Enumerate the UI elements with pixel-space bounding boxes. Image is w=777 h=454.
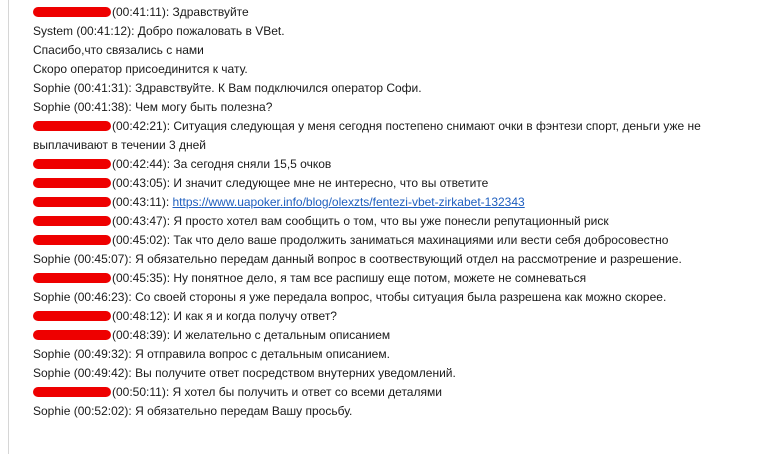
- message-text: И желательно с детальным описанием: [173, 328, 391, 342]
- redacted-username: [33, 7, 111, 17]
- message-sender: Sophie: [33, 347, 71, 361]
- redacted-username: [33, 197, 111, 207]
- chat-transcript-panel: [8, 0, 777, 454]
- message-text: Ну понятное дело, я там все распишу еще потом, можете не сомневаться: [173, 271, 587, 285]
- message-time: (00:45:35):: [112, 271, 171, 285]
- chat-message: [33, 22, 763, 41]
- message-text: Я обязательно передам Вашу просьбу.: [135, 404, 353, 418]
- chat-message: [33, 174, 763, 193]
- redacted-username: [33, 330, 111, 340]
- message-text: Здравствуйте: [172, 5, 249, 19]
- message-time: (00:45:02):: [112, 233, 171, 247]
- message-time: (00:41:31):: [73, 81, 132, 95]
- message-text: И как я и когда получу ответ?: [173, 309, 337, 323]
- redacted-username: [33, 235, 111, 245]
- redacted-username: [33, 311, 111, 321]
- message-sender: Sophie: [33, 252, 71, 266]
- message-sender: System: [33, 24, 74, 38]
- chat-message: [33, 117, 763, 155]
- chat-message: [33, 79, 763, 98]
- message-text: Я хотел бы получить и ответ со всеми деталями: [172, 385, 442, 399]
- message-sender: Sophie: [33, 404, 71, 418]
- message-sender: Sophie: [33, 290, 71, 304]
- chat-message: [33, 345, 763, 364]
- chat-message: [33, 383, 763, 402]
- redacted-username: [33, 216, 111, 226]
- chat-message: [33, 307, 763, 326]
- chat-message: [33, 193, 763, 212]
- chat-message: [33, 250, 763, 269]
- message-time: (00:43:11):: [112, 195, 170, 209]
- message-sender: Sophie: [33, 81, 71, 95]
- chat-message-continuation: [33, 41, 763, 60]
- message-time: (00:41:11):: [112, 5, 170, 19]
- message-text: Ситуация следующая у меня сегодня постепено снимают очки в фэнтези спорт, деньги уже не выплачивают в течении 3 дней: [33, 119, 701, 152]
- message-text: За сегодня сняли 15,5 очков: [173, 157, 332, 171]
- chat-message: [33, 212, 763, 231]
- message-time: (00:50:11):: [112, 385, 170, 399]
- message-time: (00:48:12):: [112, 309, 171, 323]
- message-time: (00:46:23):: [73, 290, 132, 304]
- message-time: (00:43:47):: [112, 214, 171, 228]
- message-time: (00:49:42):: [73, 366, 132, 380]
- chat-message: [33, 3, 763, 22]
- message-text: Я просто хотел вам сообщить о том, что вы уже понесли репутационный риск: [173, 214, 609, 228]
- message-time: (00:48:39):: [112, 328, 171, 342]
- chat-message: [33, 155, 763, 174]
- message-sender: Sophie: [33, 366, 71, 380]
- message-time: (00:41:38):: [73, 100, 132, 114]
- message-link[interactable]: https://www.uapoker.info/blog/olexzts/fentezi-vbet-zirkabet-132343: [172, 195, 525, 209]
- message-time: (00:49:32):: [73, 347, 132, 361]
- redacted-username: [33, 387, 111, 397]
- message-text: Так что дело ваше продолжить заниматься махинациями или вести себя добросовестно: [173, 233, 669, 247]
- message-time: (00:43:05):: [112, 176, 171, 190]
- message-text: Скоро оператор присоединится к чату.: [33, 62, 248, 76]
- message-sender: Sophie: [33, 100, 71, 114]
- redacted-username: [33, 159, 111, 169]
- redacted-username: [33, 178, 111, 188]
- message-text: Спасибо,что связались с нами: [33, 43, 204, 57]
- message-text: Добро пожаловать в VBet.: [137, 24, 285, 38]
- message-text: Я обязательно передам данный вопрос в соотвествующий отдел на рассмотрение и разрешение.: [135, 252, 682, 266]
- redacted-username: [33, 121, 111, 131]
- chat-message: [33, 364, 763, 383]
- chat-message: [33, 269, 763, 288]
- chat-message: [33, 231, 763, 250]
- message-text: Здравствуйте. К Вам подключился оператор Софи.: [135, 81, 422, 95]
- message-time: (00:52:02):: [73, 404, 132, 418]
- message-time: (00:41:12):: [76, 24, 135, 38]
- chat-message: [33, 98, 763, 117]
- message-time: (00:42:21):: [112, 119, 171, 133]
- redacted-username: [33, 273, 111, 283]
- message-text: Я отправила вопрос с детальным описанием.: [135, 347, 390, 361]
- message-text: И значит следующее мне не интересно, что вы ответите: [173, 176, 489, 190]
- message-text: Со своей стороны я уже передала вопрос, чтобы ситуация была разрешена как можно скорее.: [135, 290, 667, 304]
- chat-transcript: [33, 3, 763, 421]
- chat-message: [33, 402, 763, 421]
- chat-message-continuation: [33, 60, 763, 79]
- message-text: Чем могу быть полезна?: [135, 100, 273, 114]
- message-time: (00:42:44):: [112, 157, 171, 171]
- chat-message: [33, 288, 763, 307]
- message-text: Вы получите ответ посредством внутерних уведомлений.: [135, 366, 456, 380]
- message-time: (00:45:07):: [73, 252, 132, 266]
- chat-message: [33, 326, 763, 345]
